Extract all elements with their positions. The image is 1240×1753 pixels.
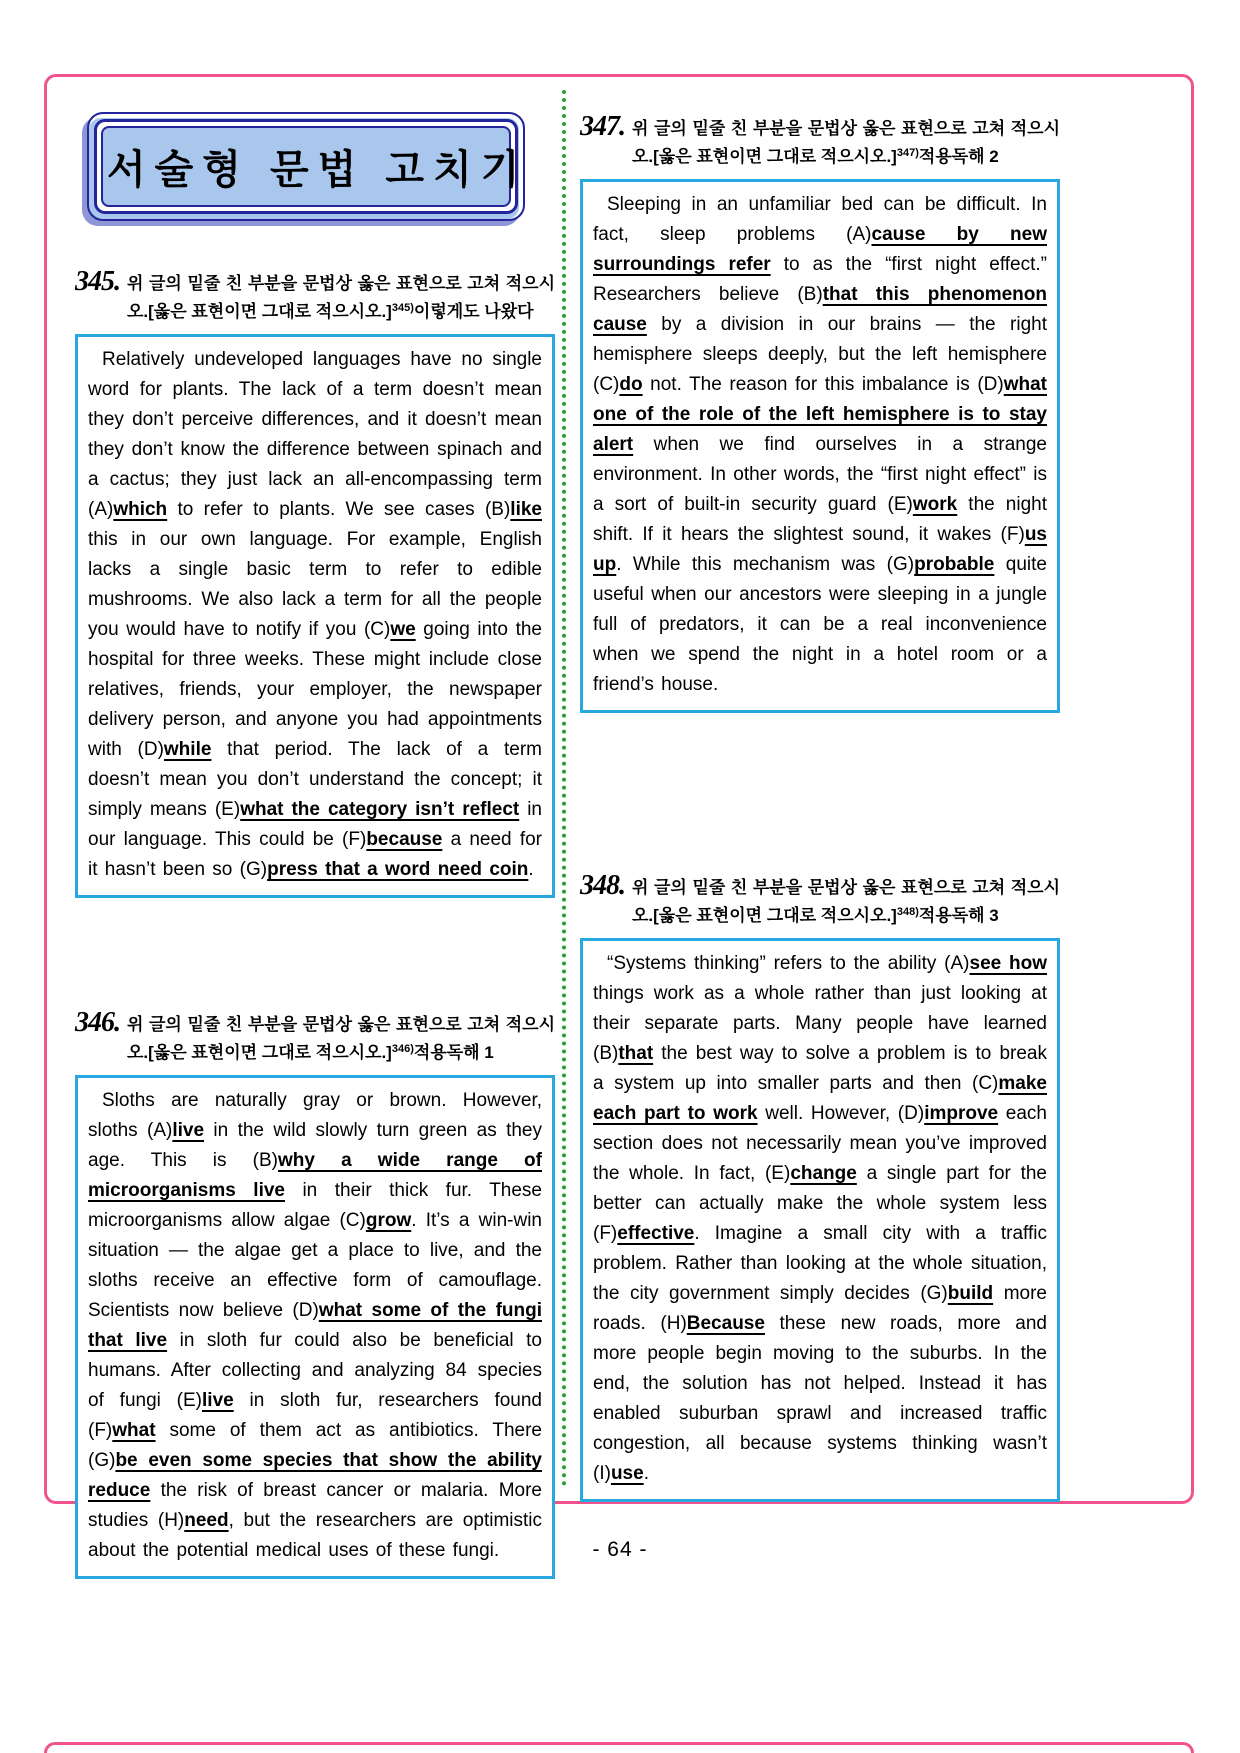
- question-prompt: [127, 1010, 555, 1065]
- question-number: 347.: [580, 111, 625, 142]
- passage-text: in our language. This could be (F): [88, 799, 542, 850]
- passage-text: not. The reason for this imbalance is (D): [642, 374, 1004, 395]
- question-number: 346.: [75, 1007, 120, 1038]
- marked-phrase: what one of the role of the left hemisphere is to stay alert: [593, 374, 1047, 455]
- marked-phrase: grow: [365, 1210, 412, 1231]
- marked-phrase: do: [619, 374, 643, 395]
- passage-text: when we find ourselves in a strange environment. In other words, the “first night effect” is a sort of built-in security guard (E): [593, 434, 1047, 515]
- source-label: 이렇게도 나왔다: [413, 302, 534, 321]
- marked-phrase: effective: [617, 1223, 695, 1244]
- passage-text: a need for it hasn’t been so (G): [88, 829, 542, 880]
- marked-phrase: while: [163, 739, 212, 760]
- question-345-header: [75, 266, 555, 324]
- marked-phrase: live: [172, 1120, 205, 1141]
- marked-phrase: what: [112, 1420, 156, 1441]
- page-title: 서술형 문법 고치기: [107, 148, 529, 192]
- marked-phrase: be even some species that show the ability reduce: [88, 1450, 542, 1501]
- question-number: 345.: [75, 266, 120, 297]
- passage-text: in their thick fur. These microorganisms allow algae (C): [88, 1180, 542, 1231]
- marked-phrase: improve: [924, 1103, 999, 1124]
- passage-box-345: [75, 334, 555, 898]
- marked-phrase: live: [202, 1390, 234, 1411]
- source-label: 적용독해 3: [918, 906, 999, 925]
- passage-text: some of them act as antibiotics. There (G): [88, 1420, 542, 1471]
- passage-text: , but the researchers are optimistic about the potential medical uses of these fungi.: [88, 1510, 542, 1561]
- passage-text: well. However, (D): [757, 1103, 925, 1124]
- marked-phrase: use: [610, 1463, 644, 1484]
- marked-phrase: like: [510, 499, 542, 520]
- passage-text: . It’s a win-win situation — the algae get a place to live, and the sloths receive an effective form of camouflage. Scientists now believe (D): [88, 1210, 542, 1321]
- passage-text: a single part for the better can actually make the whole system less (F): [593, 1163, 1047, 1244]
- question-348: [580, 870, 1060, 1502]
- marked-phrase: probable: [914, 554, 995, 575]
- passage-text: in the wild slowly turn green as they age. This is (B): [88, 1120, 542, 1171]
- passage-text: the best way to solve a problem is to break a system up into smaller parts and then (C): [593, 1043, 1047, 1094]
- passage-text: Sleeping in an unfamiliar bed can be difficult. In fact, sleep problems (A): [593, 194, 1047, 245]
- page-title-box: [87, 112, 529, 221]
- marked-phrase: cause by new surroundings refer: [593, 224, 1047, 275]
- passage-text: by a division in our brains — the right hemisphere sleeps deeply, but the left hemisphere (C): [593, 314, 1047, 395]
- passage-text: . While this mechanism was (G): [616, 554, 915, 575]
- passage-text: quite useful when our ancestors were sleeping in a jungle full of predators, it can be a real inconvenience when we spend the night in a hotel room or a friend’s house.: [593, 554, 1047, 695]
- passage-text: that period. The lack of a term doesn’t mean you don’t understand the concept; it simply means (E): [88, 739, 542, 820]
- marked-phrase: that: [618, 1043, 654, 1064]
- question-prompt: [632, 114, 1060, 169]
- footnote-ref: 348): [896, 906, 919, 918]
- passage-text: things work as a whole rather than just looking at their separate parts. Many people have learned (B): [593, 983, 1047, 1064]
- source-label: 적용독해 1: [413, 1043, 494, 1062]
- passage-text: in sloth fur could also be beneficial to humans. After collecting and analyzing 84 species of fungi (E): [88, 1330, 542, 1411]
- next-page-border: [44, 1742, 1194, 1753]
- passage-text: going into the hospital for three weeks. These might include close relatives, friends, your employer, the newspaper delivery person, and anyone you had appointments with (D): [88, 619, 542, 760]
- passage-text: to refer to plants. We see cases (B): [167, 499, 511, 520]
- marked-phrase: why a wide range of microorganisms live: [88, 1150, 542, 1201]
- question-347: [580, 111, 1060, 713]
- passage-box-346: [75, 1075, 555, 1579]
- marked-phrase: press that a word need coin: [267, 859, 529, 880]
- passage-text: to as the “first night effect.” Researchers believe (B): [593, 254, 1047, 305]
- marked-phrase: we: [390, 619, 416, 640]
- marked-phrase: that this phenomenon cause: [593, 284, 1047, 335]
- marked-phrase: work: [912, 494, 958, 515]
- passage-box-348: [580, 938, 1060, 1502]
- question-346: [75, 1007, 555, 1579]
- passage-box-347: [580, 179, 1060, 713]
- passage-text: .: [528, 859, 534, 880]
- question-348-header: [580, 870, 1060, 928]
- left-column: [75, 90, 555, 1579]
- marked-phrase: build: [947, 1283, 994, 1304]
- passage-text: this in our own language. For example, English lacks a single basic term to refer to edible mushrooms. We also lack a term for all the people you would have to notify if you (C): [88, 529, 542, 640]
- title-frame-middle: [94, 119, 529, 214]
- source-label: 적용독해 2: [918, 147, 999, 166]
- marked-phrase: Because: [686, 1313, 765, 1334]
- passage-text: in sloth fur, researchers found (F): [88, 1390, 542, 1441]
- marked-phrase: which: [113, 499, 168, 520]
- question-345: [75, 266, 555, 898]
- prompt-text: 위 글의 밑줄 친 부분을 문법상 옳은 표현으로 고쳐 적으시오.[옳은 표현이면 그대로 적으시오.]: [632, 878, 1060, 925]
- passage-text: more roads. (H): [593, 1283, 1047, 1334]
- right-column: [580, 90, 1060, 1502]
- passage-text: “Systems thinking” refers to the ability (A): [607, 953, 970, 974]
- passage-text: these new roads, more and more people begin moving to the suburbs. In the end, the solution has not helped. Instead it has enabled suburban sprawl and increased traffic congestion, all because systems thinking wasn’t (I): [593, 1313, 1047, 1484]
- passage-text: the risk of breast cancer or malaria. More studies (H): [88, 1480, 542, 1531]
- passage-text: each section does not necessarily mean you’ve improved the whole. In fact, (E): [593, 1103, 1047, 1184]
- question-prompt: [632, 873, 1060, 928]
- passage-text: Sloths are naturally gray or brown. However, sloths (A): [88, 1090, 542, 1141]
- question-347-header: [580, 111, 1060, 169]
- passage-text: Relatively undeveloped languages have no single word for plants. The lack of a term doesn’t mean they don’t perceive differences, and it doesn’t mean they don’t know the difference between spinach and a cactus; they just lack an all-encompassing term (A): [88, 349, 542, 520]
- marked-phrase: make each part to work: [593, 1073, 1047, 1124]
- prompt-text: 위 글의 밑줄 친 부분을 문법상 옳은 표현으로 고쳐 적으시오.[옳은 표현이면 그대로 적으시오.]: [127, 274, 555, 321]
- marked-phrase: see how: [969, 953, 1047, 974]
- column-divider: [562, 90, 566, 1487]
- marked-phrase: because: [366, 829, 443, 850]
- question-number: 348.: [580, 870, 625, 901]
- marked-phrase: what some of the fungi that live: [88, 1300, 542, 1351]
- footnote-ref: 347): [896, 147, 919, 159]
- passage-text: . Imagine a small city with a traffic problem. Rather than looking at the whole situation, the city government simply decides (G): [593, 1223, 1047, 1304]
- prompt-text: 위 글의 밑줄 친 부분을 문법상 옳은 표현으로 고쳐 적으시오.[옳은 표현이면 그대로 적으시오.]: [127, 1015, 555, 1062]
- marked-phrase: us up: [593, 524, 1047, 575]
- prompt-text: 위 글의 밑줄 친 부분을 문법상 옳은 표현으로 고쳐 적으시오.[옳은 표현이면 그대로 적으시오.]: [632, 119, 1060, 166]
- marked-phrase: change: [790, 1163, 857, 1184]
- marked-phrase: need: [184, 1510, 229, 1531]
- footnote-ref: 345): [391, 302, 414, 314]
- passage-text: .: [643, 1463, 649, 1484]
- passage-text: the night shift. If it hears the slightest sound, it wakes (F): [593, 494, 1047, 545]
- title-frame-inner: [101, 126, 529, 207]
- footnote-ref: 346): [391, 1043, 414, 1055]
- marked-phrase: what the category isn’t reflect: [240, 799, 520, 820]
- question-346-header: [75, 1007, 555, 1065]
- page-number-footer: - 64 -: [592, 1538, 648, 1561]
- question-prompt: [127, 269, 555, 324]
